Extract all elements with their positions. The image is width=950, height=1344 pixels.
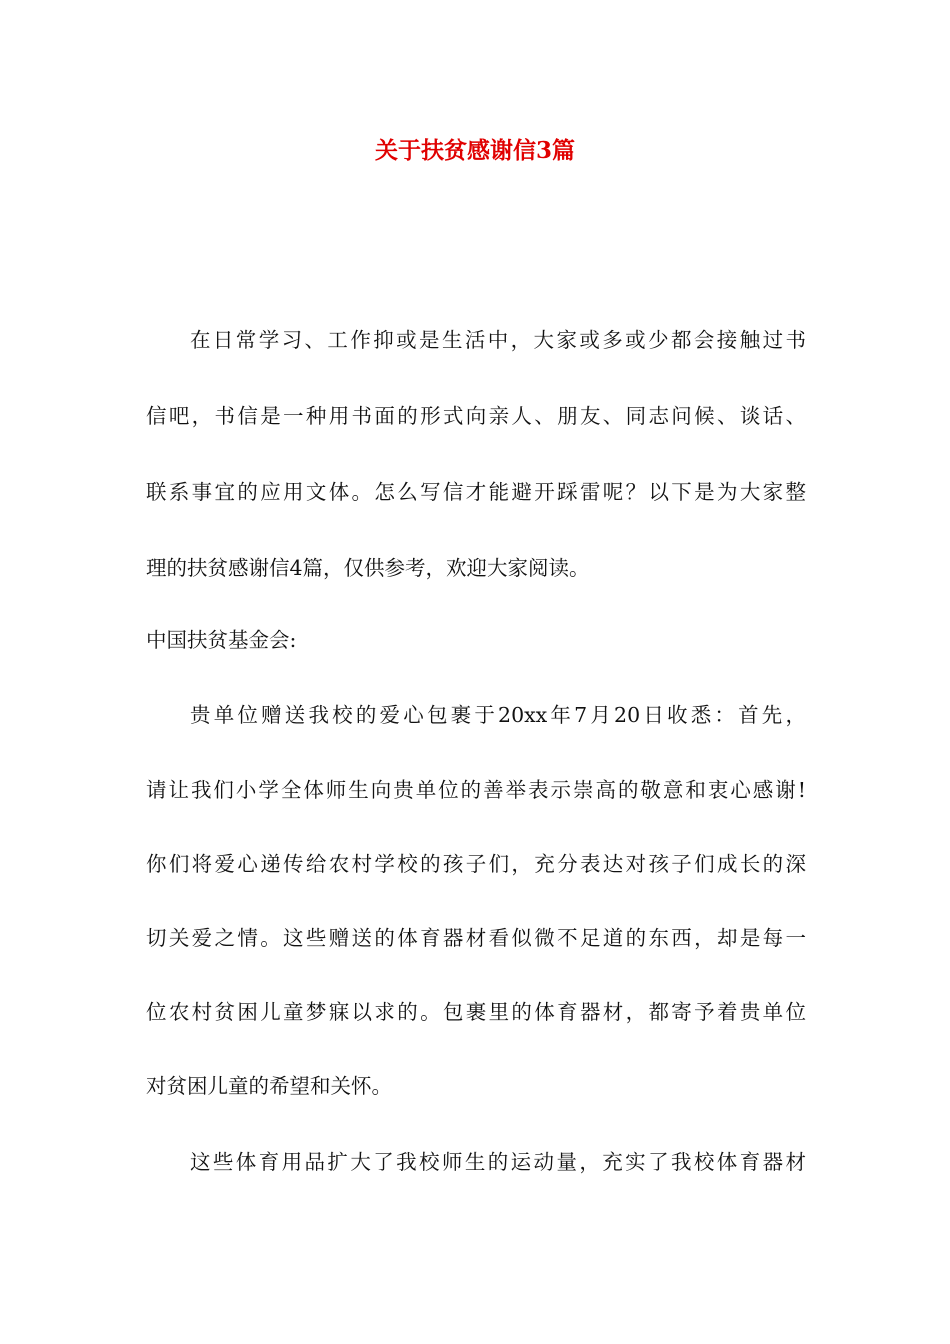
- body-line-6: 贵单位赠送我校的爱心包裹于20xx年7月20日收悉：首先，: [190, 703, 806, 727]
- body-line-12: 这些体育用品扩大了我校师生的运动量，充实了我校体育器材: [190, 1150, 806, 1174]
- body-line-8: 你们将爱心递传给农村学校的孩子们，充分表达对孩子们成长的深: [146, 852, 806, 876]
- body-line-10: 位农村贫困儿童梦寐以求的。包裹里的体育器材，都寄予着贵单位: [146, 1000, 806, 1024]
- document-title: 关于扶贫感谢信3篇: [374, 137, 575, 164]
- body-line-7: 请让我们小学全体师生向贵单位的善举表示崇高的敬意和衷心感谢!: [146, 778, 806, 802]
- body-line-1: 在日常学习、工作抑或是生活中，大家或多或少都会接触过书: [190, 328, 806, 352]
- body-line-11: 对贫困儿童的希望和关怀。: [146, 1074, 392, 1098]
- body-line-9: 切关爱之情。这些赠送的体育器材看似微不足道的东西，却是每一: [146, 926, 806, 950]
- body-line-3: 联系事宜的应用文体。怎么写信才能避开踩雷呢？以下是为大家整: [146, 480, 806, 504]
- salutation-line: 中国扶贫基金会:: [146, 628, 297, 652]
- body-line-2: 信吧，书信是一种用书面的形式向亲人、朋友、同志问候、谈话、: [146, 404, 806, 428]
- body-line-4: 理的扶贫感谢信4篇，仅供参考，欢迎大家阅读。: [146, 556, 590, 580]
